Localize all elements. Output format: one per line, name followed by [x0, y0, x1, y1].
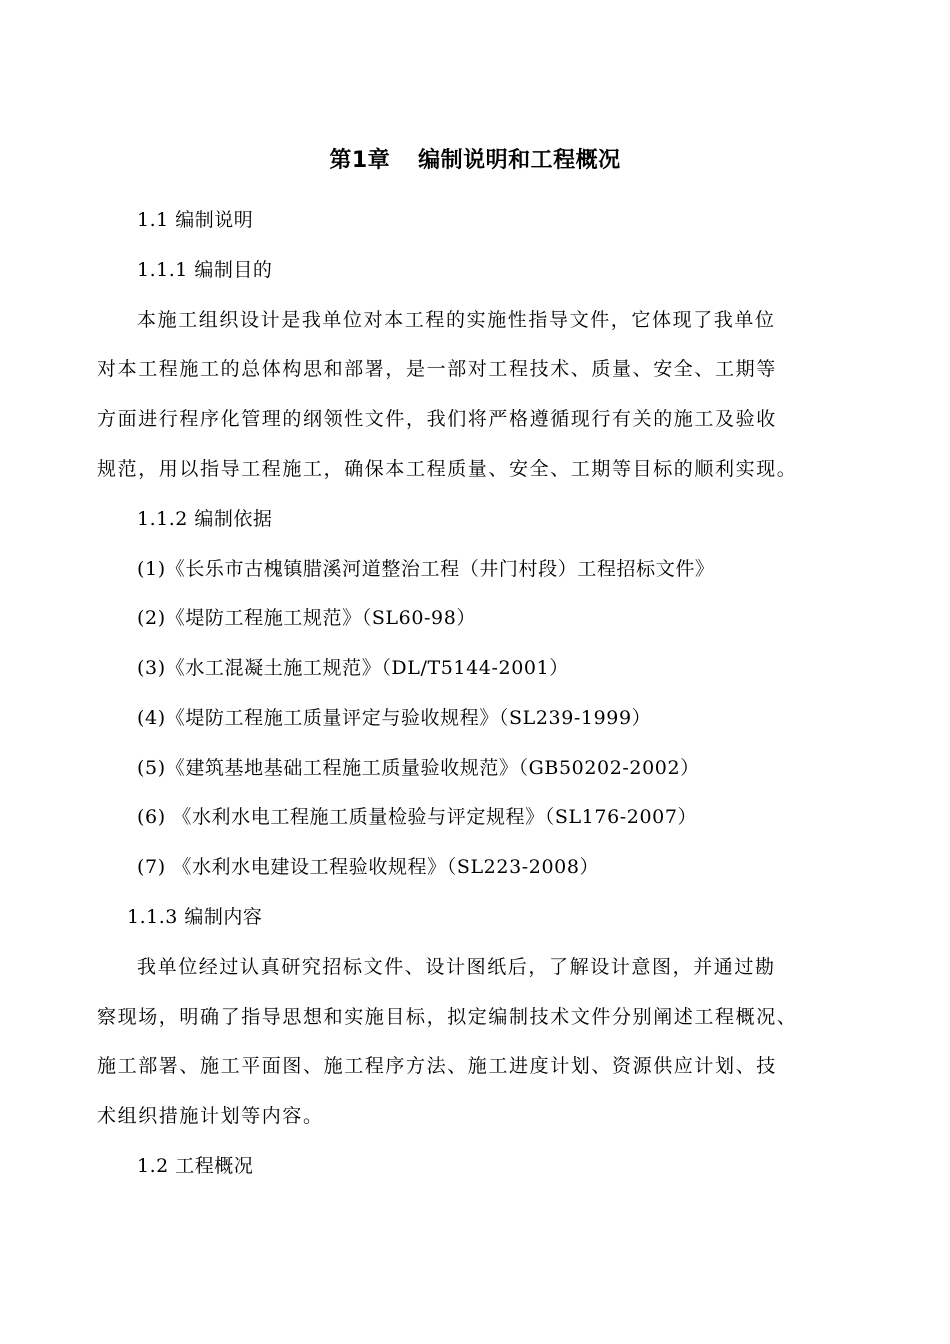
paragraph-line: 察现场，明确了指导思想和实施目标，拟定编制技术文件分别阐述工程概况、: [97, 1006, 798, 1028]
section-heading-1-1: 1.1 编制说明: [137, 209, 254, 231]
reference-item: (1)《长乐市古槐镇腊溪河道整治工程（井门村段）工程招标文件》: [137, 558, 715, 580]
paragraph-line: 我单位经过认真研究招标文件、设计图纸后，了解设计意图，并通过勘: [137, 956, 776, 978]
chapter-number: 第1章: [329, 148, 391, 173]
section-heading-1-2: 1.2 工程概况: [137, 1155, 254, 1177]
paragraph-line: 对本工程施工的总体构思和部署，是一部对工程技术、质量、安全、工期等: [97, 358, 777, 380]
section-heading-1-1-1: 1.1.1 编制目的: [137, 259, 273, 281]
reference-item: (3)《水工混凝土施工规范》（DL/T5144-2001）: [137, 657, 569, 679]
paragraph-line: 本施工组织设计是我单位对本工程的实施性指导文件，它体现了我单位: [137, 309, 776, 331]
paragraph-line: 施工部署、施工平面图、施工程序方法、施工进度计划、资源供应计划、技: [97, 1055, 777, 1077]
paragraph-line: 方面进行程序化管理的纲领性文件，我们将严格遵循现行有关的施工及验收: [97, 408, 777, 430]
reference-item: (5)《建筑基地基础工程施工质量验收规范》（GB50202-2002）: [137, 757, 700, 779]
reference-item: (6) 《水利水电工程施工质量检验与评定规程》（SL176-2007）: [137, 806, 698, 828]
paragraph-line: 术组织措施计划等内容。: [97, 1105, 324, 1127]
chapter-title: [0, 143, 950, 179]
paragraph-line: 规范，用以指导工程施工，确保本工程质量、安全、工期等目标的顺利实现。: [97, 458, 798, 480]
reference-item: (2)《堤防工程施工规范》（SL60-98）: [137, 607, 477, 629]
section-heading-1-1-3: 1.1.3 编制内容: [127, 906, 263, 928]
reference-item: (7) 《水利水电建设工程验收规程》（SL223-2008）: [137, 856, 600, 878]
section-heading-1-1-2: 1.1.2 编制依据: [137, 508, 273, 530]
chapter-name: 编制说明和工程概况: [418, 148, 621, 173]
reference-item: (4)《堤防工程施工质量评定与验收规程》（SL239-1999）: [137, 707, 652, 729]
